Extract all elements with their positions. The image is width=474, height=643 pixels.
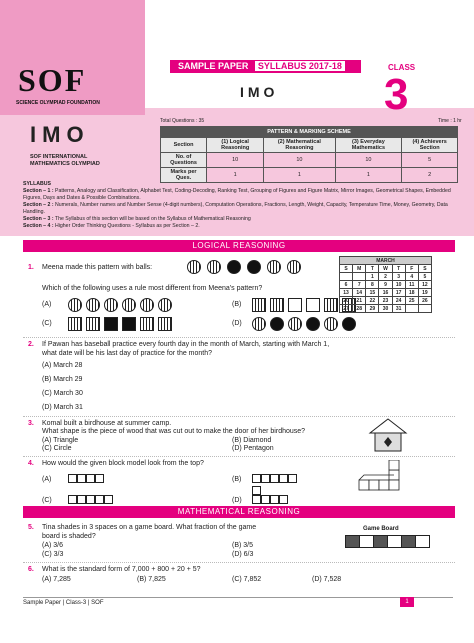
calendar-cell: 11 xyxy=(405,281,418,289)
calendar-cell: 15 xyxy=(366,289,379,297)
option-b-block xyxy=(279,474,288,483)
calendar-cell: 1 xyxy=(366,273,379,281)
calendar-week xyxy=(340,305,432,313)
logo-subtitle: SCIENCE OLYMPIAD FOUNDATION xyxy=(16,100,100,106)
scheme-header: (3) Everyday Mathematics xyxy=(335,138,402,153)
q1-option-a-label[interactable]: (A) xyxy=(42,301,52,308)
q3-option-c[interactable]: (C) Circle xyxy=(42,445,72,452)
option-b-square xyxy=(306,298,320,312)
option-d-ball xyxy=(270,317,284,331)
q2-option-a[interactable]: (A) March 28 xyxy=(42,362,83,369)
calendar-day-header: W xyxy=(379,265,392,273)
option-b-block xyxy=(288,474,297,483)
calendar-cell: 7 xyxy=(353,281,366,289)
q6-option-d[interactable]: (D) 7,528 xyxy=(312,576,342,583)
s2-label: Section – 2 : xyxy=(23,202,54,208)
footer-rule xyxy=(23,597,453,598)
s4-label: Section – 4 : xyxy=(23,223,54,229)
pattern-ball-hatched xyxy=(267,260,281,274)
calendar-cell: 18 xyxy=(405,289,418,297)
option-a-block xyxy=(68,474,77,483)
option-b-block xyxy=(270,474,279,483)
calendar-cell: 31 xyxy=(392,305,405,313)
calendar-cell: 2 xyxy=(379,273,392,281)
option-a-ball xyxy=(158,298,172,312)
q6-option-a[interactable]: (A) 7,285 xyxy=(42,576,71,583)
pattern-ball-hatched xyxy=(187,260,201,274)
footer-text: Sample Paper | Class-3 | SOF xyxy=(23,600,104,606)
page-number: 1 xyxy=(400,597,414,607)
q1-text: Meena made this pattern with balls: xyxy=(42,264,153,271)
calendar-day-header: T xyxy=(392,265,405,273)
calendar-cell: 27 xyxy=(340,305,353,313)
calendar-cell xyxy=(418,305,431,313)
table-row xyxy=(161,153,458,168)
q2-number: 2. xyxy=(28,341,34,348)
syllabus-heading: SYLLABUS xyxy=(23,181,51,187)
calendar-cell: 24 xyxy=(392,297,405,305)
q4-option-d-label[interactable]: (D) xyxy=(232,497,242,504)
option-c-block xyxy=(104,495,113,504)
q5-option-b[interactable]: (B) 3/5 xyxy=(232,542,254,549)
calendar-day-header: S xyxy=(418,265,431,273)
option-b-square xyxy=(270,298,284,312)
q4-number: 4. xyxy=(28,460,34,467)
q3-ask: What shape is the piece of wood that was cut out to make the door of her birdhouse? xyxy=(42,428,306,435)
pattern-ball-hatched xyxy=(287,260,301,274)
q6-option-c[interactable]: (C) 7,852 xyxy=(232,576,262,583)
option-b-block xyxy=(252,474,261,483)
q3-option-b[interactable]: (B) Diamond xyxy=(232,437,272,444)
option-a-block xyxy=(95,474,104,483)
cell: 5 xyxy=(402,153,458,168)
q3-option-d[interactable]: (D) Pentagon xyxy=(232,445,274,452)
option-d-block xyxy=(252,486,261,495)
s3-text: The Syllabus of this section will be based on the Syllabus of Mathematical Reasoning xyxy=(54,216,251,222)
q2-text: If Pawan has baseball practice every fourth day in the month of March, starting with March 1, what date will be his last day of practice for the month? xyxy=(42,341,330,357)
board-cell-shaded xyxy=(402,536,416,548)
board-cell-shaded xyxy=(346,536,360,548)
option-c-square xyxy=(68,317,82,331)
calendar-cell: 8 xyxy=(366,281,379,289)
option-c-square xyxy=(104,317,118,331)
imo-logo: IMO xyxy=(30,122,90,147)
calendar-cell: 19 xyxy=(418,289,431,297)
option-c-block xyxy=(86,495,95,504)
title-syllabus: SYLLABUS 2017-18 xyxy=(255,61,345,71)
q2-option-c[interactable]: (C) March 30 xyxy=(42,390,83,397)
calendar-week xyxy=(340,297,432,305)
calendar-week xyxy=(340,281,432,289)
scheme-caption: PATTERN & MARKING SCHEME xyxy=(161,127,458,138)
q4-option-c-label[interactable]: (C) xyxy=(42,497,52,504)
q3-text: Komal built a birdhouse at summer camp. xyxy=(42,420,172,427)
cell: 1 xyxy=(335,168,402,183)
board-cell xyxy=(416,536,430,548)
board-cell xyxy=(388,536,402,548)
org-name xyxy=(30,154,100,168)
calendar-cell: 22 xyxy=(366,297,379,305)
option-a-ball xyxy=(140,298,154,312)
q3-number: 3. xyxy=(28,420,34,427)
calendar-cell: 23 xyxy=(379,297,392,305)
option-d-block xyxy=(252,495,261,504)
birdhouse-icon xyxy=(368,417,408,453)
title-bar xyxy=(170,60,361,73)
calendar-cell: 25 xyxy=(405,297,418,305)
option-a-block xyxy=(77,474,86,483)
s2-text: Numerals, Number names and Number Sense (4-digit numbers), Computation Operations, Fractions, Length, Weight, Capacity, Temperature Time, Money, Geometry, Data Handling. xyxy=(23,202,448,215)
calendar-cell xyxy=(405,305,418,313)
option-d-ball xyxy=(324,317,338,331)
pattern-ball-solid xyxy=(247,260,261,274)
scheme-header: Section xyxy=(161,138,207,153)
time-limit: Time : 1 hr xyxy=(438,118,462,124)
calendar-cell: 29 xyxy=(366,305,379,313)
s4-text: Higher Order Thinking Questions - Syllabus as per Section – 2. xyxy=(55,223,200,229)
sof-logo: SOF xyxy=(18,62,87,98)
scheme-header: (4) Achievers Section xyxy=(402,138,458,153)
row-label: Marks per Ques. xyxy=(161,168,207,183)
q5-option-a[interactable]: (A) 3/6 xyxy=(42,542,64,549)
calendar-cell: 26 xyxy=(418,297,431,305)
cell: 1 xyxy=(264,168,335,183)
option-d-ball xyxy=(306,317,320,331)
class-label: CLASS xyxy=(388,63,416,72)
q4-option-a-label[interactable]: (A) xyxy=(42,476,52,483)
q1-option-b-label[interactable]: (B) xyxy=(232,301,242,308)
q6-number: 6. xyxy=(28,566,34,573)
divider xyxy=(23,562,455,563)
calendar-cell: 17 xyxy=(392,289,405,297)
calendar-cell: 14 xyxy=(353,289,366,297)
q1-option-d-label[interactable]: (D) xyxy=(232,320,242,327)
option-b-square xyxy=(288,298,302,312)
calendar-cell: 28 xyxy=(353,305,366,313)
scheme-header: (2) Mathematical Reasoning xyxy=(264,138,335,153)
cell: 10 xyxy=(335,153,402,168)
q6-text: What is the standard form of 7,000 + 800 + 20 + 5? xyxy=(42,566,201,573)
option-a-ball xyxy=(122,298,136,312)
q5-option-d[interactable]: (D) 6/3 xyxy=(232,551,254,558)
calendar-cell: 10 xyxy=(392,281,405,289)
block-model-icon xyxy=(355,460,407,498)
option-a-ball xyxy=(68,298,82,312)
calendar-cell: 21 xyxy=(353,297,366,305)
marking-scheme-table xyxy=(160,126,458,183)
pattern-ball-hatched xyxy=(207,260,221,274)
option-a-block xyxy=(86,474,95,483)
q2-option-d[interactable]: (D) March 31 xyxy=(42,404,83,411)
cell: 10 xyxy=(264,153,335,168)
calendar-day-header: T xyxy=(366,265,379,273)
q3-option-a[interactable]: (A) Triangle xyxy=(42,437,79,444)
divider xyxy=(23,456,455,457)
total-questions: Total Questions : 35 xyxy=(160,118,205,124)
title-sample: SAMPLE PAPER xyxy=(178,61,249,71)
q4-text: How would the given block model look from the top? xyxy=(42,460,204,467)
game-board xyxy=(345,535,430,548)
class-number: 3 xyxy=(384,70,409,119)
cell: 10 xyxy=(207,153,264,168)
option-c-block xyxy=(95,495,104,504)
option-d-ball xyxy=(252,317,266,331)
q5-option-c[interactable]: (C) 3/3 xyxy=(42,551,64,558)
q4-option-b-label[interactable]: (B) xyxy=(232,476,242,483)
calendar-cell xyxy=(340,273,353,281)
calendar-day-header: S xyxy=(340,265,353,273)
option-a-ball xyxy=(86,298,100,312)
board-cell-shaded xyxy=(374,536,388,548)
calendar-week xyxy=(340,289,432,297)
section-mathematical-reasoning: MATHEMATICAL REASONING xyxy=(23,506,455,518)
option-c-square xyxy=(140,317,154,331)
s1-text: Patterns, Analogy and Classification, Alphabet Test, Coding-Decoding, Ranking Test, Grouping of Figures and Figure Matrix, Mirror Images, Geometrical Shapes, Embedded Figures, Days and Dates & Possible Combinations. xyxy=(23,188,451,201)
option-d-block xyxy=(279,495,288,504)
q1-ask: Which of the following uses a rule most different from Meena's pattern? xyxy=(42,285,263,292)
q5-number: 5. xyxy=(28,524,34,531)
calendar-cell: 9 xyxy=(379,281,392,289)
option-b-square xyxy=(252,298,266,312)
row-label: No. of Questions xyxy=(161,153,207,168)
calendar-week xyxy=(340,273,432,281)
march-calendar xyxy=(339,256,432,313)
option-c-square xyxy=(86,317,100,331)
org-line2: MATHEMATICS OLYMPIAD xyxy=(30,161,100,167)
option-c-block xyxy=(68,495,77,504)
q1-number: 1. xyxy=(28,264,34,271)
s1-label: Section – 1 : xyxy=(23,188,54,194)
org-line1: SOF INTERNATIONAL xyxy=(30,154,88,160)
calendar-cell: 30 xyxy=(379,305,392,313)
imo-header-logo: IMO xyxy=(240,84,279,100)
board-cell xyxy=(360,536,374,548)
q6-option-b[interactable]: (B) 7,825 xyxy=(137,576,166,583)
calendar-cell xyxy=(353,273,366,281)
s3-label: Section – 3 : xyxy=(23,216,54,222)
calendar-cell: 6 xyxy=(340,281,353,289)
calendar-cell: 3 xyxy=(392,273,405,281)
calendar-day-header: M xyxy=(353,265,366,273)
game-board-label: Game Board xyxy=(363,526,399,532)
calendar-day-header: F xyxy=(405,265,418,273)
calendar-cell: 5 xyxy=(418,273,431,281)
calendar-cell: 4 xyxy=(405,273,418,281)
q5-text: Tina shades in 3 spaces on a game board. What fraction of the game board is shaded? xyxy=(42,524,257,540)
divider xyxy=(23,337,455,338)
q2-option-b[interactable]: (B) March 29 xyxy=(42,376,83,383)
option-d-ball xyxy=(288,317,302,331)
option-b-square xyxy=(324,298,338,312)
section-logical-reasoning: LOGICAL REASONING xyxy=(23,240,455,252)
option-d-block xyxy=(261,495,270,504)
calendar-cell: 13 xyxy=(340,289,353,297)
syllabus xyxy=(23,181,455,230)
option-d-block xyxy=(270,495,279,504)
calendar-cell: 20 xyxy=(340,297,353,305)
option-c-square xyxy=(158,317,172,331)
calendar-month: MARCH xyxy=(340,257,432,265)
scheme-header: (1) Logical Reasoning xyxy=(207,138,264,153)
option-b-block xyxy=(261,474,270,483)
option-c-block xyxy=(77,495,86,504)
option-a-ball xyxy=(104,298,118,312)
calendar-cell: 12 xyxy=(418,281,431,289)
calendar-cell: 16 xyxy=(379,289,392,297)
q1-option-c-label[interactable]: (C) xyxy=(42,320,52,327)
pattern-ball-solid xyxy=(227,260,241,274)
option-d-ball xyxy=(342,317,356,331)
option-c-square xyxy=(122,317,136,331)
cell: 1 xyxy=(207,168,264,183)
cell: 2 xyxy=(402,168,458,183)
